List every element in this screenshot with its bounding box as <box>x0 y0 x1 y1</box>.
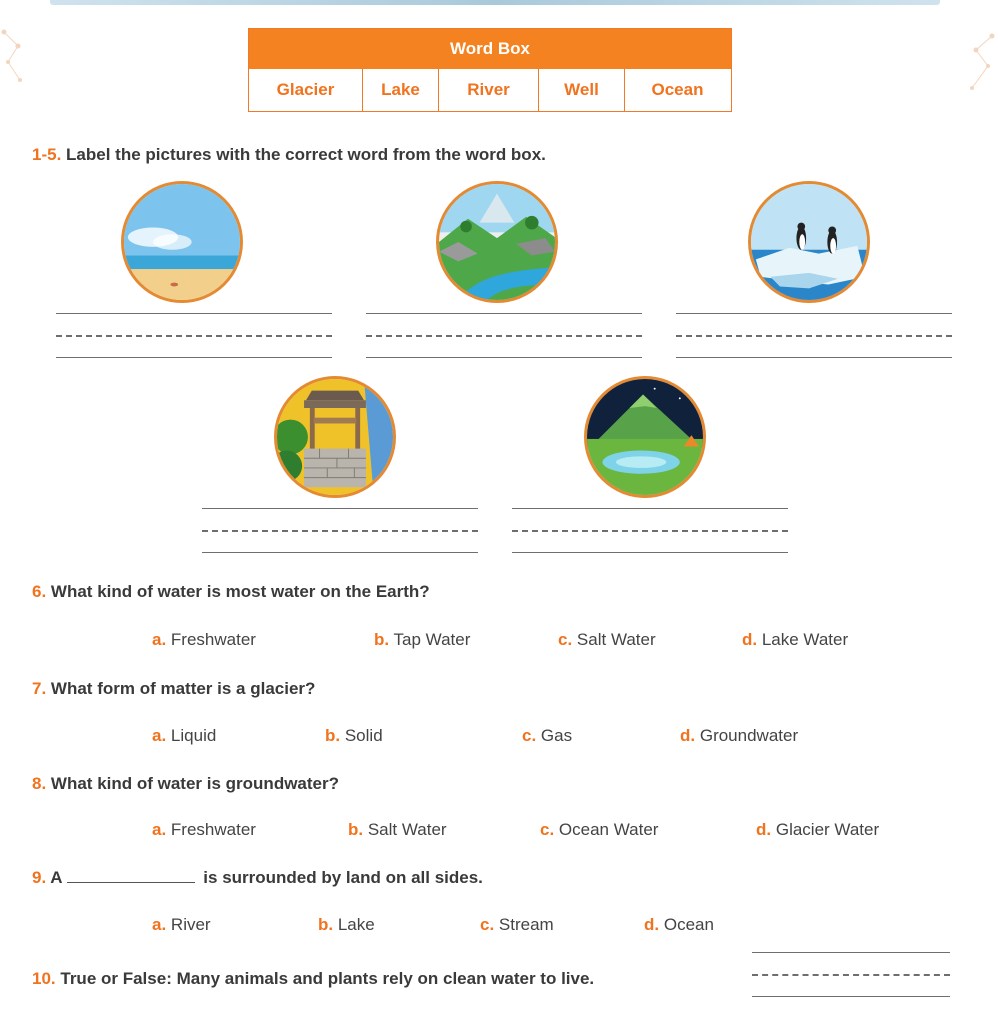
question-number: 1-5. <box>32 145 62 164</box>
q9-option-c[interactable]: c. Stream <box>480 915 554 934</box>
sparkle-decoration-icon <box>0 22 34 92</box>
question-text-before: A <box>50 868 63 887</box>
question-text: Label the pictures with the correct word from the word box. <box>66 145 546 164</box>
answer-lines-1[interactable] <box>56 313 332 359</box>
question-text: What kind of water is groundwater? <box>50 774 339 793</box>
beach-ocean-picture-icon <box>121 181 243 303</box>
answer-lines-3[interactable] <box>676 313 952 359</box>
sparkle-decoration-icon <box>962 28 996 98</box>
word-well: Well <box>539 69 625 111</box>
question-10 <box>32 969 594 989</box>
question-number: 9. <box>32 868 47 887</box>
question-7 <box>32 679 315 699</box>
glacier-penguins-picture-icon <box>748 181 870 303</box>
q7-option-a[interactable]: a. Liquid <box>152 726 217 745</box>
q8-option-a[interactable]: a. Freshwater <box>152 820 256 839</box>
q6-option-b[interactable]: b. Tap Water <box>374 630 471 649</box>
question-text: True or False: Many animals and plants rely on clean water to live. <box>60 969 595 988</box>
q7-option-c[interactable]: c. Gas <box>522 726 573 745</box>
question-number: 7. <box>32 679 47 698</box>
answer-lines-2[interactable] <box>366 313 642 359</box>
q6-option-a[interactable]: a. Freshwater <box>152 630 256 649</box>
q7-option-d[interactable]: d. Groundwater <box>680 726 799 745</box>
q9-option-b[interactable]: b. Lake <box>318 915 375 934</box>
q6-option-d[interactable]: d. Lake Water <box>742 630 849 649</box>
q8-option-d[interactable]: d. Glacier Water <box>756 820 880 839</box>
q9-option-d[interactable]: d. Ocean <box>644 915 714 934</box>
river-picture-icon <box>436 181 558 303</box>
q8-option-b[interactable]: b. Salt Water <box>348 820 447 839</box>
word-box-title: Word Box <box>249 29 731 69</box>
answer-lines-4[interactable] <box>202 508 478 554</box>
answer-lines-5[interactable] <box>512 508 788 554</box>
top-decorative-band <box>50 0 940 5</box>
answer-lines-10[interactable] <box>752 952 950 998</box>
word-box-row <box>249 69 731 111</box>
lake-picture-icon <box>584 376 706 498</box>
q7-option-b[interactable]: b. Solid <box>325 726 383 745</box>
q8-option-c[interactable]: c. Ocean Water <box>540 820 659 839</box>
question-6 <box>32 582 430 602</box>
question-8 <box>32 774 339 794</box>
word-lake: Lake <box>363 69 439 111</box>
fill-in-blank[interactable] <box>67 882 195 883</box>
q6-option-c[interactable]: c. Salt Water <box>558 630 656 649</box>
word-glacier: Glacier <box>249 69 363 111</box>
q9-option-a[interactable]: a. River <box>152 915 211 934</box>
question-number: 10. <box>32 969 56 988</box>
question-number: 8. <box>32 774 47 793</box>
well-picture-icon <box>274 376 396 498</box>
question-9 <box>32 868 483 888</box>
question-text-after: is surrounded by land on all sides. <box>203 868 483 887</box>
instructions-1-5 <box>32 145 546 165</box>
question-number: 6. <box>32 582 47 601</box>
word-river: River <box>439 69 539 111</box>
question-text: What form of matter is a glacier? <box>50 679 316 698</box>
word-box <box>248 28 732 112</box>
word-ocean: Ocean <box>651 80 704 99</box>
question-text: What kind of water is most water on the Earth? <box>50 582 430 601</box>
